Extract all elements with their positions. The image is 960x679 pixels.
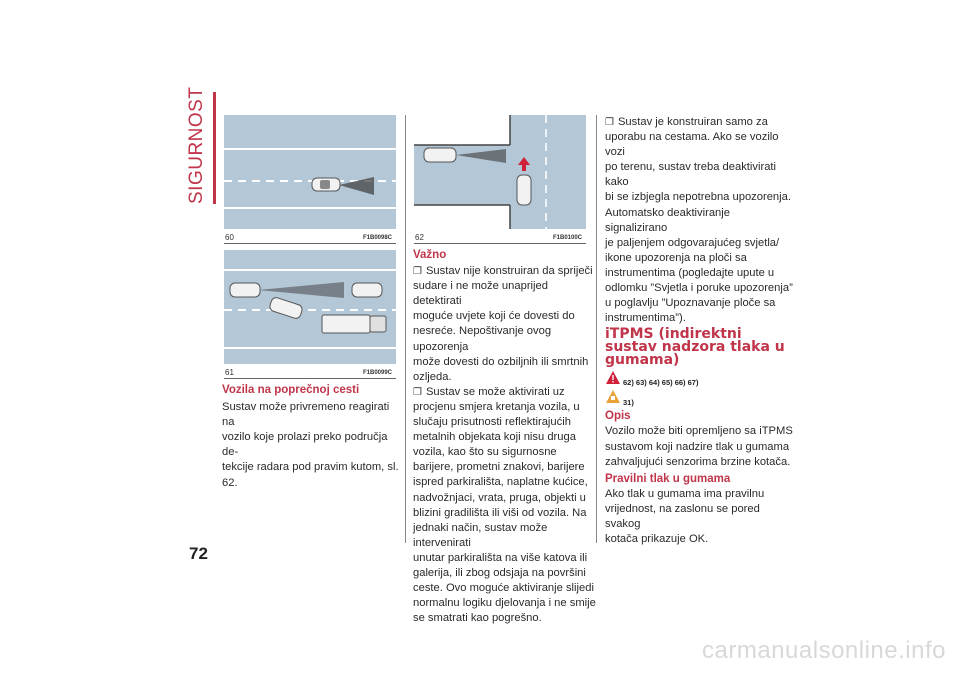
text-line: po terenu, sustav treba deaktivirati kako — [605, 161, 777, 189]
figure-61 — [224, 250, 396, 364]
text-line: moguće uvjete koji će dovesti do — [413, 310, 575, 323]
text-line: vozila, kao što su sigurnosne — [413, 446, 557, 459]
figure-code: F1B0099C — [363, 370, 393, 376]
section-tab: SIGURNOST — [186, 86, 207, 204]
warning-refs: 62) 63) 64) 65) 66) 67) — [623, 378, 699, 388]
checkbox-bullet-icon: ❐ — [605, 117, 614, 128]
text-line: Sustav može privremeno reagirati na — [222, 401, 390, 429]
text-line: zahvaljujući senzorima brzine kotača. — [605, 455, 791, 468]
text-line: ikone upozorenja na ploči sa — [605, 251, 747, 264]
text-line: normalnu logiku djelovanja i ne smije — [413, 597, 596, 610]
checkbox-bullet-icon: ❐ — [413, 386, 422, 398]
paragraph — [605, 424, 795, 469]
text-line: nesreće. Nepoštivanje ovog upozorenja — [413, 325, 552, 353]
column-3-text — [605, 115, 795, 547]
heading-line: iTPMS (indirektni — [605, 326, 742, 343]
paragraph — [222, 400, 402, 491]
text-line: instrumentima”). — [605, 312, 686, 325]
text-line: vrijednost, na zaslonu se pored svakog — [605, 502, 760, 530]
text-line: tekcije radara pod pravim kutom, sl. 62. — [222, 461, 399, 489]
warning-triangle-icon — [606, 371, 620, 384]
column-divider — [405, 115, 406, 543]
page-number: 72 — [189, 544, 208, 563]
text-line: ispred parkirališta, naplatne kućice, — [413, 476, 588, 489]
text-line: odlomku ”Svjetla i poruke upozorenja” — [605, 282, 793, 295]
column-1-text — [222, 383, 402, 491]
heading-important: Važno — [413, 249, 447, 261]
text-line: procjenu smjera kretanja vozila, u — [413, 400, 580, 413]
text-line: uporabu na cestama. Ako se vozilo vozi — [605, 131, 779, 159]
text-line: Automatsko deaktiviranje signalizirano — [605, 206, 730, 234]
text-line: sustavom koji nadzire tlak u gumama — [605, 440, 790, 453]
text-line: ozljeda. — [413, 370, 452, 383]
text-line: može dovesti do ozbiljnih ili smrtnih — [413, 355, 589, 368]
figure-number: 62 — [415, 233, 424, 242]
text-line: Ako tlak u gumama ima pravilnu — [605, 487, 765, 500]
heading-correct-pressure: Pravilni tlak u gumama — [605, 472, 731, 485]
caution-refs: 31) — [623, 398, 634, 408]
heading-line: gumama) — [605, 352, 680, 369]
text-line: bi se izbjegla nepotrebna upozorenja. — [605, 191, 791, 204]
text-line: nadvožnjaci, vrata, pruga, objekti u — [413, 491, 586, 504]
column-2-text — [413, 248, 598, 626]
bullet-item — [605, 115, 795, 326]
text-line: unutar parkirališta na više katova ili — [413, 551, 588, 564]
figure-62 — [414, 115, 586, 229]
figure-rule — [224, 378, 396, 379]
heading-itpms — [605, 328, 795, 367]
text-line: Sustav se može aktivirati uz — [425, 385, 565, 398]
paragraph — [605, 487, 795, 547]
warning-references — [605, 371, 795, 388]
watermark: carmanualsonline.info — [702, 637, 946, 664]
text-line: je paljenjem odgovarajućeg svjetla/ — [605, 236, 780, 249]
text-line: vozilo koje prolazi preko područja de- — [222, 431, 388, 459]
text-line: instrumentima (pogledajte upute u — [605, 266, 775, 279]
text-line: Sustav je konstruiran samo za — [617, 116, 768, 128]
figure-code: F1B0098C — [363, 235, 393, 241]
text-line: Sustav nije konstruiran da spriječi — [425, 265, 593, 278]
figure-rule — [414, 243, 586, 244]
section-tab-bar — [213, 92, 216, 204]
text-line: galerija, ili zbog odsjaja na površini — [413, 566, 586, 579]
text-line: u poglavlju ”Upoznavanje ploče sa — [605, 297, 776, 310]
heading-description: Opis — [605, 410, 631, 423]
text-line: blizini gradilišta ili viši od vozila. Na — [413, 506, 587, 519]
figure-60 — [224, 115, 396, 229]
text-line: jednaki način, sustav može intervenirati — [413, 521, 548, 549]
heading-crossing-vehicles: Vozila na poprečnoj cesti — [222, 384, 360, 396]
caution-references — [605, 390, 795, 407]
figure-code: F1B0100C — [553, 235, 583, 241]
text-line: se smatrati kao pogrešno. — [413, 612, 542, 625]
text-line: ceste. Ovo moguće aktiviranje slijedi — [413, 582, 594, 595]
text-line: Vozilo može biti opremljeno sa iTPMS — [605, 425, 793, 438]
figure-number: 61 — [225, 368, 234, 377]
heading-line: sustav nadzora tlaka u — [605, 339, 785, 356]
text-line: barijere, prometni znakovi, barijere — [413, 461, 585, 474]
text-line: metalnih objekata koji nisu druga — [413, 431, 576, 444]
bullet-item — [413, 264, 598, 385]
figure-number: 60 — [225, 233, 234, 242]
figure-rule — [224, 243, 396, 244]
checkbox-bullet-icon: ❐ — [413, 266, 422, 278]
text-line: sudare i ne može unaprijed detektirati — [413, 280, 548, 308]
caution-triangle-icon — [606, 390, 620, 403]
text-line: slučaju prisutnosti reflektirajućih — [413, 416, 571, 429]
text-line: kotača prikazuje OK. — [605, 533, 709, 546]
bullet-item — [413, 385, 598, 627]
